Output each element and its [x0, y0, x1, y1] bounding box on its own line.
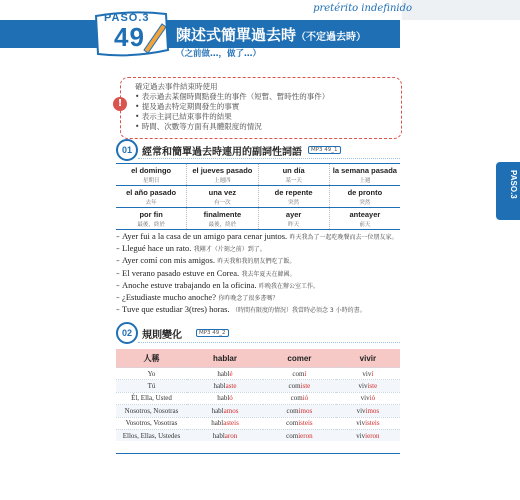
table-bottom-rule — [116, 453, 400, 454]
example-zh: 你昨晚念了很多書嗎？ — [218, 295, 279, 303]
adverb-cell — [259, 186, 330, 207]
summary-box — [120, 77, 402, 139]
table-row — [116, 392, 400, 404]
table-row — [116, 429, 400, 441]
adverb-grid — [116, 163, 400, 230]
adverb-cell — [330, 186, 400, 207]
adverb-es: el domingo — [131, 166, 172, 175]
verb-ending: é — [229, 369, 233, 378]
adverb-zh: 上週 — [359, 178, 371, 184]
adverb-cell — [187, 186, 258, 207]
conjugation-cell — [187, 417, 263, 429]
adverb-zh: 某一天 — [285, 178, 302, 184]
verb-stem: habl — [211, 406, 224, 415]
conjugation-cell — [263, 392, 336, 404]
conjugation-cell — [263, 417, 336, 429]
verb-ending: isteis — [365, 419, 380, 428]
verb-ending: iste — [367, 382, 378, 391]
example-es: Ayer fui a la casa de un amigo para cenar juntos. — [122, 231, 288, 241]
conjugation-cell — [187, 405, 263, 417]
conjugation-cell — [263, 380, 336, 392]
table-row — [116, 368, 400, 380]
example-sentence: – Anoche estuve trabajando en la oficina. 昨晚我在辦公室工作。 — [116, 279, 319, 290]
example-es: Tuve que estudiar 3(tres) horas. — [122, 304, 230, 315]
verb-ending: asteis — [223, 419, 239, 428]
example-zh: （時間有限度的情況）我當時必須念 3 小時的書。 — [231, 307, 366, 315]
adverb-cell — [187, 208, 258, 229]
adverb-es: la semana pasada — [332, 166, 397, 175]
verb-ending: aste — [225, 382, 237, 391]
pronoun-cell: Vosotros, Vosotras — [116, 417, 187, 429]
adverb-zh: 星期日 — [142, 178, 160, 184]
summary-line: • 表示過去某個時間點發生的事件（短暫、暫時性的事件） — [135, 92, 330, 101]
verb-ending: amos — [223, 406, 239, 415]
verb-ending: í — [304, 369, 307, 378]
exclamation-icon: ! — [113, 97, 127, 111]
pronoun-cell: Nosotros, Nosotras — [116, 405, 187, 417]
conjugation-cell — [336, 405, 400, 417]
conjugation-cell — [263, 405, 336, 417]
verb-stem: com — [292, 369, 305, 378]
example-zh: 昨晚我在辦公室工作。 — [258, 282, 319, 290]
verb-stem: habl — [213, 382, 226, 391]
page-subtitle: （之前做…，做了…） — [176, 49, 262, 59]
section-title: 經常和簡單過去時連用的副詞性詞語 — [142, 147, 302, 158]
adverb-es: una vez — [208, 188, 237, 197]
adverb-cell — [116, 186, 187, 207]
example-list — [116, 231, 416, 316]
adverb-es: anteayer — [349, 210, 381, 219]
verb-stem: com — [286, 431, 299, 440]
conjugation-cell — [336, 417, 400, 429]
verb-stem: habl — [211, 419, 224, 428]
example-zh: 我剛才（片刻之前）到了。 — [193, 246, 266, 254]
header-accent-strip — [402, 0, 520, 20]
column-header: hablar — [187, 349, 263, 368]
verb-stem: viv — [358, 382, 368, 391]
verb-stem: viv — [356, 431, 366, 440]
table-row — [116, 417, 400, 429]
adverb-es: el año pasado — [126, 188, 177, 197]
summary-line: • 表示主詞已結束事件的結果 — [135, 112, 232, 121]
mp3-tag[interactable]: MP3 49_1 — [308, 146, 341, 154]
adverb-es: finalmente — [203, 210, 242, 219]
example-es: ¿Estudiaste mucho anoche? — [122, 292, 216, 303]
page-title-paren: （不定過去時） — [296, 32, 367, 43]
verb-ending: iste — [300, 382, 311, 391]
verb-ending: imos — [298, 406, 313, 415]
section-number: 02 — [116, 322, 138, 344]
conjugation-cell — [187, 368, 263, 380]
page-title — [176, 24, 366, 45]
example-sentence: – El verano pasado estuve en Corea. 我去年夏天在韓國。 — [116, 267, 296, 278]
verb-stem: com — [288, 382, 301, 391]
adverb-cell — [116, 208, 187, 229]
side-tab-label: PASO.3 — [509, 170, 518, 199]
adverb-zh: 前天 — [359, 222, 371, 228]
verb-stem: com — [286, 419, 299, 428]
adverb-cell — [187, 164, 258, 185]
table-header-row — [116, 349, 400, 368]
conjugation-table — [116, 349, 400, 441]
verb-ending: ieron — [365, 431, 380, 440]
adverb-zh: 有一次 — [214, 200, 231, 206]
page-title-main: 陳述式簡單過去時 — [176, 26, 297, 44]
lesson-number: 49 — [114, 22, 145, 52]
conjugation-cell — [263, 368, 336, 380]
pronoun-cell: Él, Ella, Usted — [116, 392, 187, 404]
verb-ending: aron — [224, 431, 238, 440]
adverb-es: de repente — [274, 188, 313, 197]
example-zh: 我去年夏天在韓國。 — [241, 270, 296, 278]
section-title: 規則變化 — [142, 330, 182, 341]
verb-ending: isteis — [298, 419, 313, 428]
adverb-zh: 突然 — [359, 200, 371, 206]
adverb-zh: 最後，終於 — [208, 222, 237, 228]
example-sentence: – Llegué hace un rato. 我剛才（片刻之前）到了。 — [116, 243, 266, 254]
adverb-cell — [330, 208, 400, 229]
pronoun-cell: Yo — [116, 368, 187, 380]
example-es: Llegué hace un rato. — [122, 243, 192, 254]
adverb-es: de pronto — [347, 188, 383, 197]
verb-stem: com — [286, 406, 299, 415]
table-row — [116, 380, 400, 392]
verb-stem: habl — [217, 394, 230, 403]
example-sentence: – ¿Estudiaste mucho anoche? 你昨晚念了很多書嗎？ — [116, 292, 279, 303]
verb-stem: com — [290, 394, 303, 403]
adverb-cell — [259, 208, 330, 229]
verb-ending: í — [371, 369, 374, 378]
verb-stem: viv — [356, 419, 366, 428]
adverb-es: un día — [282, 166, 305, 175]
adverb-cell — [116, 164, 187, 185]
example-zh: 昨天我和我的朋友們吃了飯。 — [217, 258, 296, 266]
adverb-zh: 昨天 — [288, 222, 300, 228]
section-divider — [138, 158, 400, 159]
conjugation-cell — [187, 429, 263, 441]
summary-line: • 時間、次數等方面有具體限度的情況 — [135, 122, 262, 131]
example-es: Anoche estuve trabajando en la oficina. — [122, 279, 257, 290]
summary-line: • 提及過去特定期間發生的事實 — [135, 102, 240, 111]
verb-ending: ió — [369, 394, 376, 403]
conjugation-cell — [336, 392, 400, 404]
conjugation-cell — [263, 429, 336, 441]
verb-stem: habl — [212, 431, 225, 440]
example-sentence: – Ayer comí con mis amigos. 昨天我和我的朋友們吃了飯。 — [116, 255, 296, 266]
adverb-row — [116, 163, 400, 185]
conjugation-cell — [336, 380, 400, 392]
verb-stem: viv — [360, 394, 370, 403]
verb-ending: ó — [229, 394, 233, 403]
example-sentence: – Tuve que estudiar 3(tres) horas. （時間有限度的情況）我當時必須念 3 小時的書。 — [116, 304, 366, 315]
verb-ending: ieron — [298, 431, 313, 440]
column-header: 人稱 — [116, 349, 187, 368]
adverb-es: el jueves pasado — [192, 166, 253, 175]
pronoun-cell: Ellos, Ellas, Ustedes — [116, 429, 187, 441]
subject-label: pretérito indefinido — [313, 3, 412, 14]
adverb-zh: 最後，終於 — [137, 222, 165, 228]
adverb-es: ayer — [285, 210, 302, 219]
conjugation-cell — [187, 380, 263, 392]
verb-ending: ió — [302, 394, 309, 403]
column-header: vivir — [336, 349, 400, 368]
section-divider — [138, 342, 400, 343]
verb-stem: habl — [217, 369, 230, 378]
verb-stem: viv — [362, 369, 372, 378]
example-es: El verano pasado estuve en Corea. — [122, 267, 240, 278]
pronoun-cell: Tú — [116, 380, 187, 392]
conjugation-cell — [336, 429, 400, 441]
verb-stem: viv — [356, 406, 366, 415]
adverb-zh: 上週四 — [214, 178, 231, 184]
adverb-cell — [330, 164, 400, 185]
adverb-row — [116, 207, 400, 230]
example-sentence: – Ayer fui a la casa de un amigo para cenar juntos. 昨天我為了一起吃晚餐而去一位朋友家。 — [116, 231, 398, 241]
adverb-zh: 突然 — [288, 200, 300, 206]
adverb-cell — [259, 164, 330, 185]
column-header: comer — [263, 349, 336, 368]
conjugation-cell — [336, 368, 400, 380]
paso-label: PASO.3 — [104, 12, 150, 24]
adverb-es: por fin — [139, 210, 163, 219]
conjugation-cell — [187, 392, 263, 404]
mp3-tag[interactable]: MP3 49_2 — [196, 329, 229, 337]
adverb-row — [116, 185, 400, 207]
table-row — [116, 405, 400, 417]
adverb-zh: 去年 — [145, 200, 157, 206]
section-number: 01 — [116, 139, 138, 161]
example-zh: 昨天我為了一起吃晚餐而去一位朋友家。 — [289, 234, 398, 241]
verb-ending: imos — [365, 406, 380, 415]
example-es: Ayer comí con mis amigos. — [122, 255, 215, 266]
summary-line: 確定過去事件結束時使用 — [135, 82, 218, 91]
